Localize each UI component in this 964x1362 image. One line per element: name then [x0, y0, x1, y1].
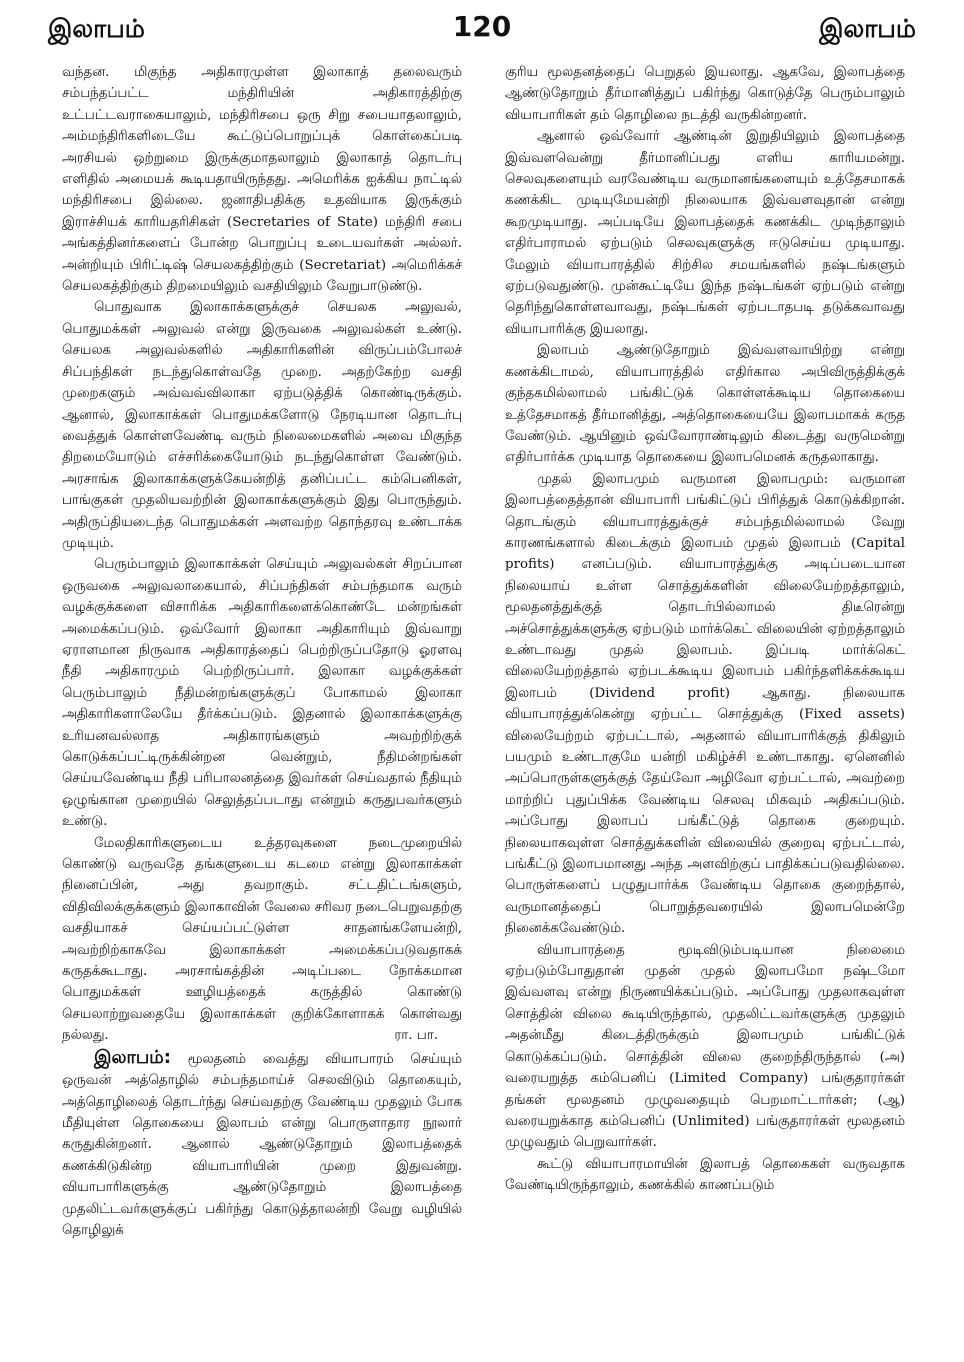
paragraph-text: மேலதிகாரிகளுடைய உத்தரவுகளை நடைமுறையில் கொண்டு வருவதே தங்களுடைய கடமை என்று இலாகாக்கள் நினைப்பின், அது தவறாகும். சட்டதிட்டங்களும், விதிவிலக்குக்களும் இலாகாவின் வேலை சரிவர நடைபெறுவதற்கு வசதியாகச் செய்யப்பட்டுள்ள சாதனங்களேயன்றி, அவற்றிற்காகவே இலாகாக்கள் அமைக்கப்படுவதாகக் கருதக்கூடாது. அரசாங்கத்தின் அடிப்படை நோக்கமான பொதுமக்கள் ஊழியத்தைக் கருத்தில் கொண்டு செயலாற்றுவதையே இலாகாக்கள் குறிக்கோளாகக் கொள்வது நல்லது.	[62, 835, 462, 1044]
paragraph: இலாபம் ஆண்டுதோறும் இவ்வளவாயிற்று என்று கணக்கிடாமல், வியாபாரத்தில் எதிர்கால அபிவிருத்திக்குக் குந்தகமில்லாமல் பங்கிட்டுக் கொள்ளக்கூடிய தொகையை உத்தேசமாகத் தீர்மானித்து, அத்தொகையையே இலாபமாகக் கருத வேண்டும். ஆயினும் ஒவ்வோராண்டிலும் கிடைத்து வருமென்று எதிர்பார்க்க முடியாத தொகையை இலாபமெனக் கருதலாகாது.	[505, 343, 905, 466]
entry-heading: இலாபம்:	[94, 1046, 171, 1068]
paragraph: கூட்டு வியாபாரமாயின் இலாபத் தொகைகள் வருவதாக வேண்டியிருந்தாலும், கணக்கில் காணப்படும்	[505, 1156, 905, 1194]
paragraph: வியாபாரத்தை மூடிவிடும்படியான நிலைமை ஏற்படும்போதுதான் முதன் முதல் இலாபமோ நஷ்டமோ இவ்வளவு என்று நிருணயிக்கப்படும். அப்போது முதலாகவுள்ள சொத்தின் விலை கூடியிருந்தால், முதலிட்டவர்களுக்கு முதலும் அதன்மீது கிடைத்திருக்கும் இலாபமும் பங்கிட்டுக் கொடுக்கப்படும். சொத்தின் விலை குறைந்திருந்தால் (அ) வரையறுத்த கம்பெனிப் (Limited Company) பங்குதாரர்கள் தங்கள் மூலதனம் முழுவதையும் பெறமாட்டார்கள்; (ஆ) வரையறுக்காத கம்பெனிப் (Unlimited) பங்குதாரர்கள் மூலதனம் முழுவதும் பெறுவார்கள்.	[505, 942, 905, 1151]
running-head-left: இலாபம்	[48, 14, 145, 43]
paragraph: வந்தன. மிகுந்த அதிகாரமுள்ள இலாகாத் தலைவரும் சம்பந்தப்பட்ட மந்திரியின் அதிகாரத்திற்கு உட்பட்டவராகையாலும், மந்திரிசபை ஒரு சிறு சபையாதலாலும், அம்மந்திரிகளிடையே கூட்டுப்பொறுப்புக் கொள்கைப்படி அரசியல் ஒற்றுமை இருக்குமாதலாலும் இலாகாத் தொடர்பு எளிதில் அமையக் கூடியதாயிருந்தது. அமெரிக்க ஐக்கிய நாட்டில் மந்திரிசபை இல்லை. ஜனாதிபதிக்கு உதவியாக இருக்கும் இராச்சியக் காரியதரிசிகள் (Secretaries of State) மந்திரி சபை அங்கத்தினர்களைப் போன்ற பொறுப்பு உடையவர்கள் அல்லர். அன்றியும் பிரிட்டிஷ் செயலகத்திற்கும் (Secretariat) அமெரிக்கச் செயலகத்திற்கும் திறமையிலும் வசதியிலும் வேறுபாடுண்டு.	[62, 65, 462, 295]
page-number: 120	[452, 10, 512, 43]
running-head-right: இலாபம்	[819, 14, 916, 43]
left-column	[62, 62, 462, 1352]
paragraph: குரிய மூலதனத்தைப் பெறுதல் இயலாது. ஆகவே, இலாபத்தை ஆண்டுதோறும் தீர்மானித்துப் பகிர்ந்து கொடுத்தே பெரும்பாலும் வியாபாரிகள் தம் தொழிலை நடத்தி வருகின்றனர்.	[505, 65, 905, 123]
paragraph: ஆனால் ஒவ்வோர் ஆண்டின் இறுதியிலும் இலாபத்தை இவ்வளவென்று தீர்மானிப்பது எளிய காரியமன்று. செலவுகளையும் வரவேண்டிய வருமானங்களையும் உத்தேசமாகக் கணக்கிட முடியுமேயன்றி நிலையாக இவ்வளவுதான் என்று கூறமுடியாது. அப்படியே இலாபத்தைக் கணக்கிட முடிந்தாலும் எதிர்பாராமல் ஏற்படும் செலவுகளுக்கு ஈடுசெய்ய முடியாது. மேலும் வியாபாரத்தில் சிற்சில சமயங்களில் நஷ்டங்களும் ஏற்படுவதுண்டு. முன்கூட்டியே இந்த நஷ்டங்கள் ஏற்படும் என்று தெரிந்துகொள்ளவாவது, நஷ்டங்கள் ஏற்படாதபடி தடுக்கவாவது வியாபாரிக்கு இயலாது.	[505, 129, 905, 337]
paragraph	[62, 833, 462, 1047]
paragraph: பொதுவாக இலாகாக்களுக்குச் செயலக அலுவல், பொதுமக்கள் அலுவல் என்று இருவகை அலுவல்கள் உண்டு. செயலக அலுவல்களில் அதிகாரிகளின் விருப்பம்போலச் சிப்பந்திகள் நடந்துகொள்வதே முறை. அதற்கேற்ற வசதி முறைகளும் அவ்வவ்விலாகா ஏற்படுத்திக் கொண்டிருக்கும். ஆனால், இலாகாக்கள் பொதுமக்களோடு நேரடியான தொடர்பு வைத்துக் கொள்ளவேண்டி வரும் நிலைமைகளில் அவை மிகுந்த திறமையோடும் எச்சரிக்கையோடும் நடந்துகொள்ள வேண்டும். அரசாங்க இலாகாக்களுக்கேயன்றித் தனிப்பட்ட கம்பெனிகள், பாங்குகள் முதலியவற்றின் இலாகாக்களுக்கும் இது பொருந்தும். அதிருப்தியடைந்த பொதுமக்கள் அளவற்ற தொந்தரவு உண்டாக்க முடியும்.	[62, 300, 462, 551]
paragraph: முதல் இலாபமும் வருமான இலாபமும்: வருமான இலாபத்தைத்தான் வியாபாரி பங்கிட்டுப் பிரித்துக் கொடுக்கிறான். தொடங்கும் வியாபாரத்துக்குச் சம்பந்தமில்லாமல் வேறு காரணங்களால் கிடைக்கும் இலாபம் முதல் இலாபம் (Capital profits) எனப்படும். வியாபாரத்துக்கு அடிப்படையான நிலையாய் உள்ள சொத்துக்களின் விலையேற்றத்தாலும், மூலதனத்துக்குத் தொடர்பில்லாமல் திடீரென்று அச்சொத்துக்களுக்கு ஏற்படும் மார்க்கெட் விலையின் ஏற்றத்தாலும் உண்டாவது முதல் இலாபம். இப்படி மார்க்கெட் விலையேற்றத்தால் ஏற்படக்கூடிய இலாபம் பகிர்ந்தளிக்கக்கூடிய இலாபம் (Dividend profit) ஆகாது. நிலையாக வியாபாரத்துக்கென்று ஏற்பட்ட சொத்துக்கு (Fixed assets) விலையேற்றம் ஏற்பட்டால், அதனால் வியாபாரிக்குத் திகிலும் பயமும் உண்டாகுமே யன்றி மகிழ்ச்சி உண்டாகாது. ஏனெனில் அப்பொருள்களுக்குத் தேய்வோ அழிவோ ஏற்பட்டால், அவற்றை மாற்றிப் புதுப்பிக்க வேண்டிய செலவு மிகவும் அதிகப்படும். அப்போது இலாபப் பங்கீட்டுத் தொகை குறையும். நிலையாகவுள்ள சொத்துக்களின் விலையில் குறைவு ஏற்பட்டால், பங்கீட்டு இலாபமானது அந்த அளவிற்குப் பாதிக்கப்படுவதில்லை. பொருள்களைப் பழுதுபார்க்க வேண்டிய தொகை குறைந்தால், வருமானத்தைப் பொறுத்தவரையில் இலாபமென்றே நினைக்கவேண்டும்.	[505, 471, 905, 937]
paragraph: பெரும்பாலும் இலாகாக்கள் செய்யும் அலுவல்கள் சிறப்பான ஒருவகை அலுவலாகையால், சிப்பந்திகள் சம்பந்தமாக வரும் வழக்குக்களை விசாரிக்க அதிகாரிகளைக்கொண்டே மன்றங்கள் அமைக்கப்படும். ஒவ்வோர் இலாகா அதிகாரியும் இவ்வாறு ஏராளமான நிருவாக அதிகாரத்தைப் பெற்றிருப்பதோடு ஓரளவு நீதி அதிகாரமும் பெற்றிருப்பார். இலாகா வழக்குக்கள் பெரும்பாலும் நீதிமன்றங்களுக்குப் போகாமல் இலாகா அதிகாரிகளாலேயே தீர்க்கப்படும். இதனால் இலாகாக்களுக்கு உரியனவல்லாத அதிகாரங்களும் அவற்றிற்குக் கொடுக்கப்பட்டிருக்கின்றன வென்றும், நீதிமன்றங்கள் செய்யவேண்டிய நீதி பரிபாலனத்தை இவர்கள் செய்வதால் நீதியும் ஒழுங்கான முறையில் செலுத்தப்படாது என்றும் கருதுபவர்களும் உண்டு.	[62, 557, 462, 830]
page-header	[0, 0, 964, 60]
entry-paragraph	[62, 1047, 462, 1242]
entry-text: மூலதனம் வைத்து வியாபாரம் செய்யும் ஒருவன் அத்தொழில் சம்பந்தமாய்ச் செலவிடும் தொகையும், அத்தொழிலைத் தொடர்ந்து செய்வதற்கு வேண்டிய முதலும் போக மீதியுள்ள தொகையை இலாபம் என்று பொருளாதார நூலார் கருதுகின்றனர். ஆனால் ஆண்டுதோறும் இலாபத்தைக் கணக்கிடுகின்ற வியாபாரியின் முறை இதுவன்று. வியாபாரிகளுக்கு ஆண்டுதோறும் இலாபத்தை முதலிட்டவர்களுக்குப் பகிர்ந்து கொடுத்தாலன்றி வேறு வழியில் தொழிலுக்	[62, 1051, 462, 1238]
right-column	[505, 62, 905, 1352]
author-initials: ரா. பா.	[394, 1028, 438, 1044]
